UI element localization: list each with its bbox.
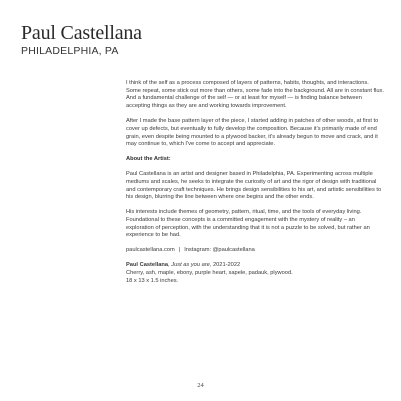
artwork-artist: Paul Castellana bbox=[126, 262, 169, 269]
artwork-title-line: Paul Castellana, Just as you are, 2021-2022 bbox=[126, 262, 241, 269]
page-number: 24 bbox=[197, 382, 204, 389]
text-column bbox=[126, 80, 384, 286]
links-line bbox=[126, 247, 384, 255]
statement-paragraph-1: I think of the self as a process composed of layers of patterns, habits, thoughts, and interactions. Some repeat, some stick out more than others, some fade into the background. All are in constant flux. And a fundamental challenge of the self — or at least for myself — is finding balance between accepting things as they are and working towards improvement. bbox=[126, 80, 384, 110]
artwork-materials: Cherry, ash, maple, ebony, purple heart, sapele, padauk, plywood. bbox=[126, 270, 293, 277]
about-paragraph-2: His interests include themes of geometry, pattern, ritual, time, and the tools of everyday living. Foundational to these concepts is a committed engagement with the mystery of reality – an exploration of perception, with the understanding that it is not a puzzle to be solved, but rather an experience to be had. bbox=[126, 209, 370, 239]
website-link[interactable]: paulcastellana.com bbox=[126, 247, 175, 254]
instagram-link[interactable]: Instagram: @paulcastellana bbox=[184, 247, 255, 254]
artwork-title: Just as you are, bbox=[171, 262, 212, 269]
artwork-credits bbox=[126, 262, 384, 285]
about-heading: About the Artist: bbox=[126, 156, 171, 163]
artist-location: PHILADELPHIA, PA bbox=[21, 45, 119, 57]
artwork-dimensions: 18 x 13 x 1.5 inches. bbox=[126, 277, 179, 284]
artist-name: Paul Castellana bbox=[21, 22, 142, 44]
links-separator: | bbox=[178, 247, 181, 254]
statement-paragraph-2: After I made the base pattern layer of the piece, I started adding in patches of other woods, at first to cover up defects, but eventually to fully develop the composition. Because it's primarily made of end grain, even despite being mounted to a plywood backer, it's already begun to move and crack, and it may continue to, which I've come to accept and appreciate. bbox=[126, 118, 379, 148]
about-paragraph-1: Paul Castellana is an artist and designer based in Philadelphia, PA. Experimenting across multiple mediums and scales, he seeks to integrate the curiosity of art and the rigor of design with traditional and contemporary craft techniques. He brings design sensibilities to his art, and artistic sensibilities to his design, blurring the line between where one begins and the other ends. bbox=[126, 171, 382, 201]
artwork-years: 2021-2022 bbox=[212, 262, 241, 269]
